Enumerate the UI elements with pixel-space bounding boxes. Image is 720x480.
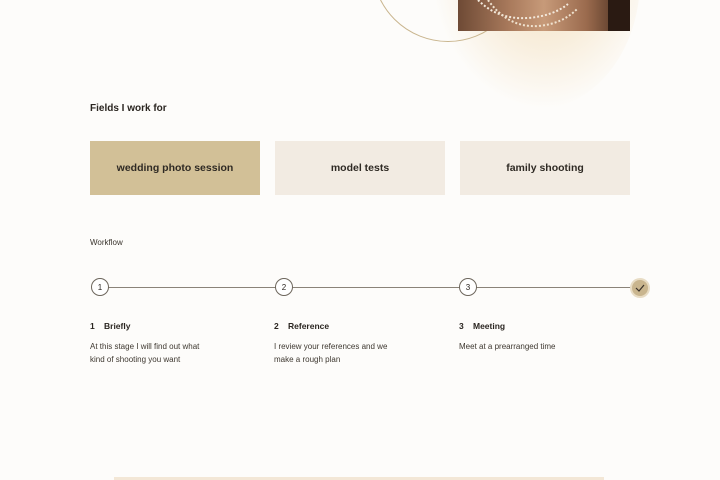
step-title: Briefly [104, 321, 131, 331]
step-number: 3 [459, 321, 464, 331]
workflow-step-2-marker: 2 [275, 278, 293, 296]
card-label: model tests [330, 162, 390, 174]
workflow-title: Workflow [90, 238, 123, 247]
fields-title: Fields I work for [90, 103, 167, 114]
step-number: 1 [90, 321, 95, 331]
step-heading [90, 321, 230, 331]
step-title: Reference [288, 321, 330, 331]
card-family-shooting[interactable] [460, 141, 630, 195]
step-text: Meet at a prearranged time [459, 342, 556, 351]
card-label: family shooting [506, 162, 584, 174]
step-number: 2 [274, 321, 279, 331]
hero-photo [458, 0, 630, 31]
workflow-final-step [630, 278, 650, 298]
check-icon [635, 284, 645, 292]
workflow-step-1-marker: 1 [91, 278, 109, 296]
workflow-step-3-marker: 3 [459, 278, 477, 296]
card-model-tests[interactable] [275, 141, 445, 195]
workflow-step-2 [274, 321, 414, 366]
step-text: I review your references and we make a rough plan [274, 342, 388, 364]
workflow-step-1 [90, 321, 230, 366]
step-text: At this stage I will find out what kind of shooting you want [90, 342, 200, 364]
workflow-step-3 [459, 321, 599, 353]
workflow-track [100, 287, 640, 288]
step-heading [274, 321, 414, 331]
step-heading [459, 321, 599, 331]
card-label: wedding photo session [116, 162, 234, 174]
card-wedding-photo-session[interactable] [90, 141, 260, 195]
step-title: Meeting [473, 321, 506, 331]
